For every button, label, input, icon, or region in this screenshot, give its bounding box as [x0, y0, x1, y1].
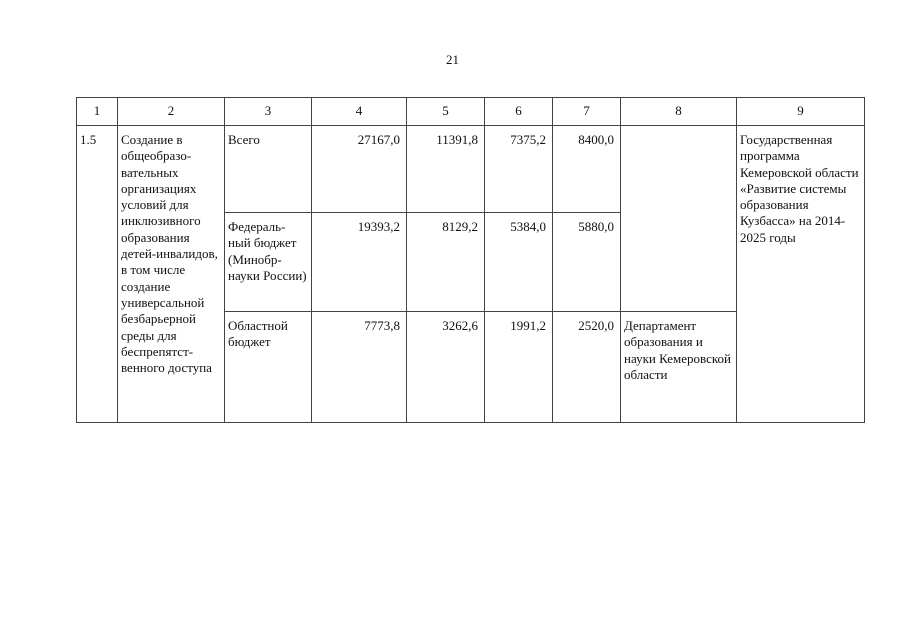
row-id-cell: [77, 126, 118, 423]
amount-cell-5: 8129,2: [407, 213, 485, 312]
page-number: 21: [446, 52, 459, 67]
header-row: [77, 98, 865, 126]
header-cell-6: 6: [485, 98, 553, 126]
amount-cell-4: 7773,8: [312, 312, 407, 423]
amount-cell-7: 8400,0: [553, 126, 621, 213]
amount-cell-6: 5384,0: [485, 213, 553, 312]
funding-source: Всего: [228, 132, 260, 147]
amount-cell-4: 27167,0: [312, 126, 407, 213]
executor-cell: [621, 312, 737, 423]
row-id: 1.5: [80, 132, 97, 147]
executor-text: Департамент образования и науки Кемеровской области: [624, 318, 731, 382]
executor-cell: [621, 126, 737, 312]
amount-cell-7: 5880,0: [553, 213, 621, 312]
header-cell-2: 2: [118, 98, 225, 126]
measure-cell: [118, 126, 225, 423]
source-cell: [225, 126, 312, 213]
amount-cell-6: 7375,2: [485, 126, 553, 213]
header-cell-3: 3: [225, 98, 312, 126]
funding-source: Федераль-ный бюджет (Минобр-науки России): [228, 219, 307, 283]
header-cell-5: 5: [407, 98, 485, 126]
program-cell: [737, 126, 865, 423]
amount-cell-6: 1991,2: [485, 312, 553, 423]
header-cell-8: 8: [621, 98, 737, 126]
amount-cell-4: 19393,2: [312, 213, 407, 312]
amount-cell-5: 3262,6: [407, 312, 485, 423]
program-table: [76, 97, 865, 423]
measure-text: Создание в общеобразо-вательных организациях условий для инклюзивного образования детей-инвалидов, в том числе создание универсальной безбарьерной среды для беспрепятст-венного доступа: [121, 132, 218, 376]
amount-cell-5: 11391,8: [407, 126, 485, 213]
program-text: Государственная программа Кемеровской области «Развитие системы образования Кузбасса» на 2014-2025 годы: [740, 132, 859, 245]
header-cell-9: 9: [737, 98, 865, 126]
amount-cell-7: 2520,0: [553, 312, 621, 423]
source-cell: [225, 312, 312, 423]
header-cell-4: 4: [312, 98, 407, 126]
table-row: [77, 126, 865, 213]
header-cell-1: 1: [77, 98, 118, 126]
source-cell: [225, 213, 312, 312]
funding-source: Областной бюджет: [228, 318, 288, 350]
header-cell-7: 7: [553, 98, 621, 126]
